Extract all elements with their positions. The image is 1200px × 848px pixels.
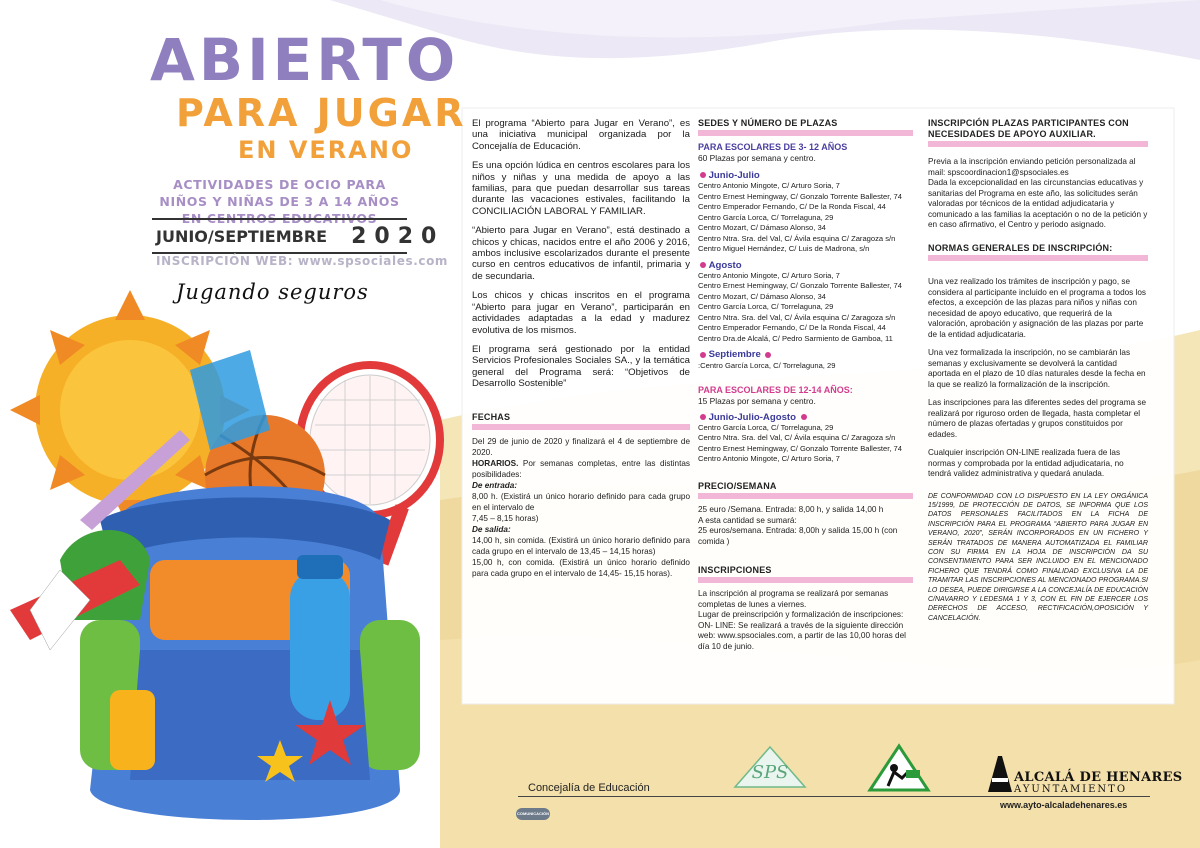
center-item: Centro Emperador Fernando, C/ De la Ronda Fiscal, 44	[698, 323, 886, 333]
comunicacion-badge: COMUNICACIÓN	[516, 808, 550, 820]
apoyo-paragraph: Dada la excepcionalidad en las circunstancias educativas y sanitarias del Programa en este año, las solicitudes serán valoradas por técnicos de la entidad adjudicataria y comunicado a las familias la aceptación o no de la petición y en caso afirmativo, el Centro y periodo asignado.	[928, 178, 1148, 230]
bullet-icon	[765, 352, 771, 358]
year-label: 2020	[351, 223, 445, 249]
legal-notice: DE CONFORMIDAD CON LO DISPUESTO EN LA LEY ORGÁNICA 15/1999, DE PROTECCIÓN DE DATOS, SE INFORMA QUE LOS DATOS PERSONALES FACILITADOS EN LA FICHA DE INSCRIPCIÓN PARA EL PROGRAMA “ABIERTO PARA JUGAR EN VERANO, 2020”, SERÁN INCORPORADOS EN UN FICHERO Y SERÁN TRATADOS DE MANERA AUTOMATIZADA EL FAMILIAR CON SU FIRMA EN LA HOJA DE INSCRIPCIÓN DA SU CONSENTIMIENTO PARA SER INCLUIDO EN EL MENCIONADO FICHERO QUE TENDRÁ COMO FINALIDAD EXCLUSIVA LA DE TRAMITAR LAS INSCRIPCIONES AL MENCIONADO PROGRAMA.SI LO DESEA, PUEDE DIRIGIRSE A LA CONCEJALÍA DE EDUCACIÓN C/NAVARRO Y LEDESMA 1 Y 3, CON EL FIN DE EJERCER LOS DERECHOS DE ACCESO, RECTIFICACIÓN,OPOSICIÓN Y CANCELACIÓN.	[928, 492, 1148, 622]
centers-list-junio-julio-agosto	[698, 423, 913, 465]
center-item: Centro Antonio Mingote, C/ Arturo Soria, 7	[698, 181, 840, 191]
section-header-precio: PRECIO/SEMANA	[698, 481, 913, 499]
title-en-verano: EN VERANO	[238, 136, 414, 164]
center-item: Centro García Lorca, C/ Torrelaguna, 29	[698, 302, 834, 312]
center-item: Centro Miguel Hernández, C/ Luis de Madrona, s/n	[698, 244, 870, 254]
game-logo-icon	[866, 742, 932, 794]
center-item: Centro Mozart, C/ Dámaso Alonso, 34	[698, 223, 826, 233]
sps-logo	[730, 742, 810, 792]
section-header-normas: NORMAS GENERALES DE INSCRIPCIÓN:	[928, 243, 1148, 261]
center-item: Centro García Lorca, C/ Torrelaguna, 29	[698, 212, 834, 222]
center-item: Centro Ernest Hemingway, C/ Gonzalo Torrente Ballester, 74	[698, 191, 903, 201]
bullet-icon	[700, 262, 706, 268]
section-header-sedes: SEDES Y NÚMERO DE PLAZAS	[698, 118, 913, 136]
period-label: JUNIO/SEPTIEMBRE	[156, 226, 328, 246]
inscripciones-line: Lugar de preinscripción y formalización de inscripciones:	[698, 610, 904, 620]
precio-line: 25 euro /Semana. Entrada: 8,00 h, y salida 14,00 h	[698, 505, 884, 515]
fechas-section	[472, 436, 690, 579]
ayuntamiento-url: www.ayto-alcaladehenares.es	[1000, 800, 1128, 810]
registration-web: INSCRIPCIÓN WEB: www.spsociales.com	[156, 254, 449, 268]
horarios-label: HORARIOS.	[472, 458, 519, 468]
section-header-apoyo: INSCRIPCIÓN PLAZAS PARTICIPANTES CON NECESIDADES DE APOYO AUXILIAR.	[928, 118, 1148, 147]
group1-plazas: 60 Plazas por semana y centro.	[698, 153, 816, 164]
entrada-text: 8,00 h. (Existirá un único horario definido para cada grupo en el intervalo de	[472, 491, 690, 512]
center-item: Centro Emperador Fernando, C/ De la Ronda Fiscal, 44	[698, 202, 886, 212]
center-item: Centro Ntra. Sra. del Val, C/ Ávila esquina C/ Zaragoza s/n	[698, 312, 896, 322]
title-abierto: ABIERTO	[150, 26, 460, 94]
concejalia-label: Concejalía de Educación	[528, 782, 650, 794]
intro-paragraph: Los chicos y chicas inscritos en el programa “Abierto para jugar en Verano”, participarán en actividades adaptadas a la edad y madurez evolutiva de los mismos.	[472, 290, 690, 336]
slogan: Jugando seguros	[176, 280, 369, 304]
intro-paragraph: El programa “Abierto para Jugar en Verano”, es una iniciativa municipal organizada por la Concejalía de Educación.	[472, 118, 690, 152]
center-item: Centro Ernest Hemingway, C/ Gonzalo Torrente Ballester, 74	[698, 443, 903, 453]
entrada-label: De entrada:	[472, 480, 518, 490]
section-header-fechas: FECHAS	[472, 412, 690, 430]
normas-paragraph: Una vez realizado los trámites de inscripción y pago, se considera al participante incluido en el programa a todos los efectos, a excepción de las plazas para niños y niñas con necesidad de apoyo educativo, que requerirá de la valoración, aprobación y asignación de las plazas por parte de la entidad adjudicataria.	[928, 277, 1147, 339]
intro-paragraph: El programa será gestionado por la entidad Servicios Profesionales Sociales SA., y la temática general del Programa será: “Objetivos de Desarrollo Sostenible”	[472, 343, 690, 390]
backpack-illustration	[10, 486, 420, 820]
center-item: Centro Ntra. Sra. del Val, C/ Ávila esquina C/ Zaragoza s/n	[698, 233, 896, 243]
sedes-column	[698, 118, 913, 652]
group2-title: PARA ESCOLARES DE 12-14 AÑOS:	[698, 385, 853, 396]
center-item: Centro Dra.de Alcalá, C/ Pedro Sarmiento de Gamboa, 11	[698, 333, 893, 343]
horarios-text: Por semanas completas, entre las distintas posibilidades:	[472, 458, 690, 479]
intro-paragraph: Es una opción lúdica en centros escolares para los niños y niñas y una medida de apoyo a las familias, para que puedan desarrollar sus tareas durante las vacaciones estivales, facilitando la CONCILIACIÓN LABORAL Y FAMILIAR.	[472, 160, 690, 217]
center-item: Centro Antonio Mingote, C/ Arturo Soria, 7	[698, 454, 840, 464]
bullet-icon	[700, 172, 706, 178]
date-box	[152, 218, 445, 254]
subtitle: ACTIVIDADES DE OCIO PARA NIÑOS Y NIÑAS DE 3 A 14 AÑOS EN CENTROS EDUCATIVOS	[159, 177, 400, 226]
fechas-dates: Del 29 de junio de 2020 y finalizará el 4 de septiembre de 2020.	[472, 436, 690, 457]
bullet-icon	[801, 414, 807, 420]
bullet-icon	[700, 414, 706, 420]
sps-logo-text: SPS	[751, 762, 789, 783]
salida-text: 15,00 h, con comida. (Existirá un único horario definido para cada grupo en el intervalo de 14,45- 15,15 horas).	[472, 557, 690, 578]
group2-plazas: 15 Plazas por semana y centro.	[698, 396, 816, 407]
center-item: Centro Ernest Hemingway, C/ Gonzalo Torrente Ballester, 74	[698, 281, 903, 291]
entrada-interval: 7,45 – 8,15 horas)	[472, 513, 539, 523]
normas-paragraph: Cualquier inscripción ON-LINE realizada fuera de las normas y comprobada por la entidad adjudicataria, no tendrá validez administrativa y quedará anulada.	[928, 448, 1124, 479]
inscripciones-line: ON- LINE: Se realizará a través de la siguiente dirección web: www.spsociales.com, a partir de las 10,00 horas del día 10 de junio.	[698, 620, 906, 651]
precio-line: A esta cantidad se sumará:	[698, 515, 797, 525]
apoyo-paragraph: Previa a la inscripción enviando petición personalizada al mail: spscoordinacion1@spsociales.es	[928, 157, 1136, 177]
group1-title: PARA ESCOLARES DE 3- 12 AÑOS	[698, 142, 848, 153]
normas-paragraph: Una vez formalizada la inscripción, no se cambiarán las semanas y exclusivamente se devolverá la cantidad aportada en el plazo de 10 días naturales desde la fecha en la que se realizó la formalización de la inscripción.	[928, 348, 1146, 389]
normas-paragraph: Las inscripciones para las diferentes sedes del programa se realizará por riguroso orden de llegada, hasta completar el número de plazas ofertadas y grupos constituidos por edades.	[928, 398, 1146, 439]
center-item: Centro García Lorca, C/ Torrelaguna, 29	[698, 422, 834, 432]
ayuntamiento-label: AYUNTAMIENTO	[1014, 784, 1128, 795]
footer-divider	[518, 796, 1150, 797]
inscripciones-line: La inscripción al programa se realizará por semanas completas de lunes a viernes.	[698, 589, 889, 609]
intro-column	[472, 118, 690, 579]
centers-list-junio-julio	[698, 181, 913, 255]
salida-text: 14,00 h, sin comida. (Existirá un único horario definido para cada grupo en el intervalo de 13,45 – 14,15 horas)	[472, 535, 690, 556]
month-label: Junio-Julio-Agosto	[708, 411, 796, 423]
intro-paragraph: “Abierto para Jugar en Verano”, está destinado a chicos y chicas, nacidos entre el año 2006 y 2016, ambos inclusive escolarizados durante el presente curso en centros educativos de infantil, primaria y de secundaria.	[472, 225, 690, 282]
ayuntamiento-crest-icon	[984, 752, 1014, 796]
centers-list-agosto	[698, 271, 913, 345]
center-item: :Centro García Lorca, C/ Torrelaguna, 29	[698, 360, 836, 370]
month-label: Agosto	[708, 259, 742, 271]
normas-column	[928, 118, 1148, 623]
salida-label: De salida:	[472, 524, 511, 534]
month-label: Septiembre	[708, 349, 761, 361]
center-item: Centro Ntra. Sra. del Val, C/ Ávila esquina C/ Zaragoza s/n	[698, 433, 896, 443]
center-item: Centro Antonio Mingote, C/ Arturo Soria, 7	[698, 270, 840, 280]
bullet-icon	[700, 352, 706, 358]
month-label: Junio-Julio	[708, 169, 760, 181]
ayuntamiento-name: ALCALÁ DE HENARES	[1014, 770, 1183, 785]
title-para-jugar: PARA JUGAR	[176, 91, 467, 135]
center-item: Centro Mozart, C/ Dámaso Alonso, 34	[698, 291, 826, 301]
precio-line: 25 euros/semana. Entrada: 8,00h y salida 15,00 h (con comida )	[698, 526, 898, 546]
section-header-inscripciones: INSCRIPCIONES	[698, 565, 913, 583]
